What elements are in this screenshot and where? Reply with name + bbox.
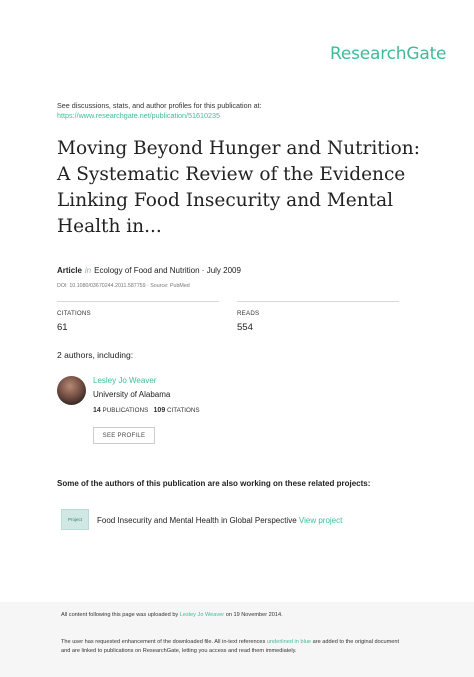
- author-citations-count: 109: [153, 407, 166, 414]
- project-icon: Project: [61, 509, 89, 530]
- article-meta: [57, 266, 241, 275]
- see-discussions-text: See discussions, stats, and author profiles for this publication at:: [57, 101, 262, 110]
- publish-date: July 2009: [206, 266, 241, 275]
- authors-heading: 2 authors, including:: [57, 350, 134, 360]
- author-publications-count: 14: [93, 407, 101, 414]
- publication-url-link[interactable]: https://www.researchgate.net/publication/51610235: [57, 111, 221, 120]
- title-line: Linking Food Insecurity and Mental: [57, 190, 394, 211]
- header-info: [57, 101, 262, 121]
- title-line: Moving Beyond Hunger and Nutrition:: [57, 138, 420, 159]
- footer-upload-text: All content following this page was uploaded by: [61, 612, 179, 618]
- footer-note-text: The user has requested enhancement of the downloaded file. All in-text references: [61, 639, 266, 645]
- footer-note-text-2: are added to the original document: [312, 639, 400, 645]
- divider-citations: [57, 301, 219, 302]
- project-item: [97, 516, 342, 525]
- avatar[interactable]: [57, 376, 86, 405]
- footer-note-text-3: and are linked to publications on ResearchGate, letting you access and read them immediately.: [61, 648, 297, 654]
- journal-name: Ecology of Food and Nutrition: [94, 266, 200, 275]
- in-label: in: [84, 266, 92, 275]
- title-line: A Systematic Review of the Evidence: [57, 164, 406, 185]
- footer-enhancement-note: [61, 638, 399, 656]
- article-type: Article: [57, 266, 82, 275]
- author-institution: University of Alabama: [93, 390, 171, 399]
- citations-label: CITATIONS: [57, 310, 91, 317]
- view-project-link[interactable]: View project: [298, 516, 343, 525]
- meta-separator: ·: [201, 266, 205, 275]
- author-stats: [93, 407, 200, 414]
- researchgate-logo[interactable]: ResearchGate: [330, 44, 447, 64]
- footer-upload-line: [61, 612, 283, 618]
- doi-source: DOI: 10.1080/03670244.2011.587759 · Source: PubMed: [57, 283, 190, 289]
- reads-value: 554: [237, 322, 253, 333]
- footer-upload-date: on 19 November 2014.: [225, 612, 283, 618]
- page-title: [57, 136, 437, 240]
- title-line: Health in...: [57, 216, 162, 237]
- reads-label: READS: [237, 310, 260, 317]
- related-projects-heading: Some of the authors of this publication are also working on these related projects:: [57, 479, 371, 488]
- project-title: Food Insecurity and Mental Health in Global Perspective: [97, 516, 297, 525]
- divider-reads: [237, 301, 399, 302]
- author-publications-label: PUBLICATIONS: [102, 407, 149, 414]
- footer-underlined-link[interactable]: underlined in blue: [266, 639, 312, 645]
- citations-value: 61: [57, 322, 68, 333]
- see-profile-button[interactable]: SEE PROFILE: [93, 427, 155, 444]
- author-citations-label: CITATIONS: [166, 407, 200, 414]
- author-name-link[interactable]: Lesley Jo Weaver: [93, 376, 157, 385]
- footer-uploader-link[interactable]: Lesley Jo Weaver: [179, 612, 225, 618]
